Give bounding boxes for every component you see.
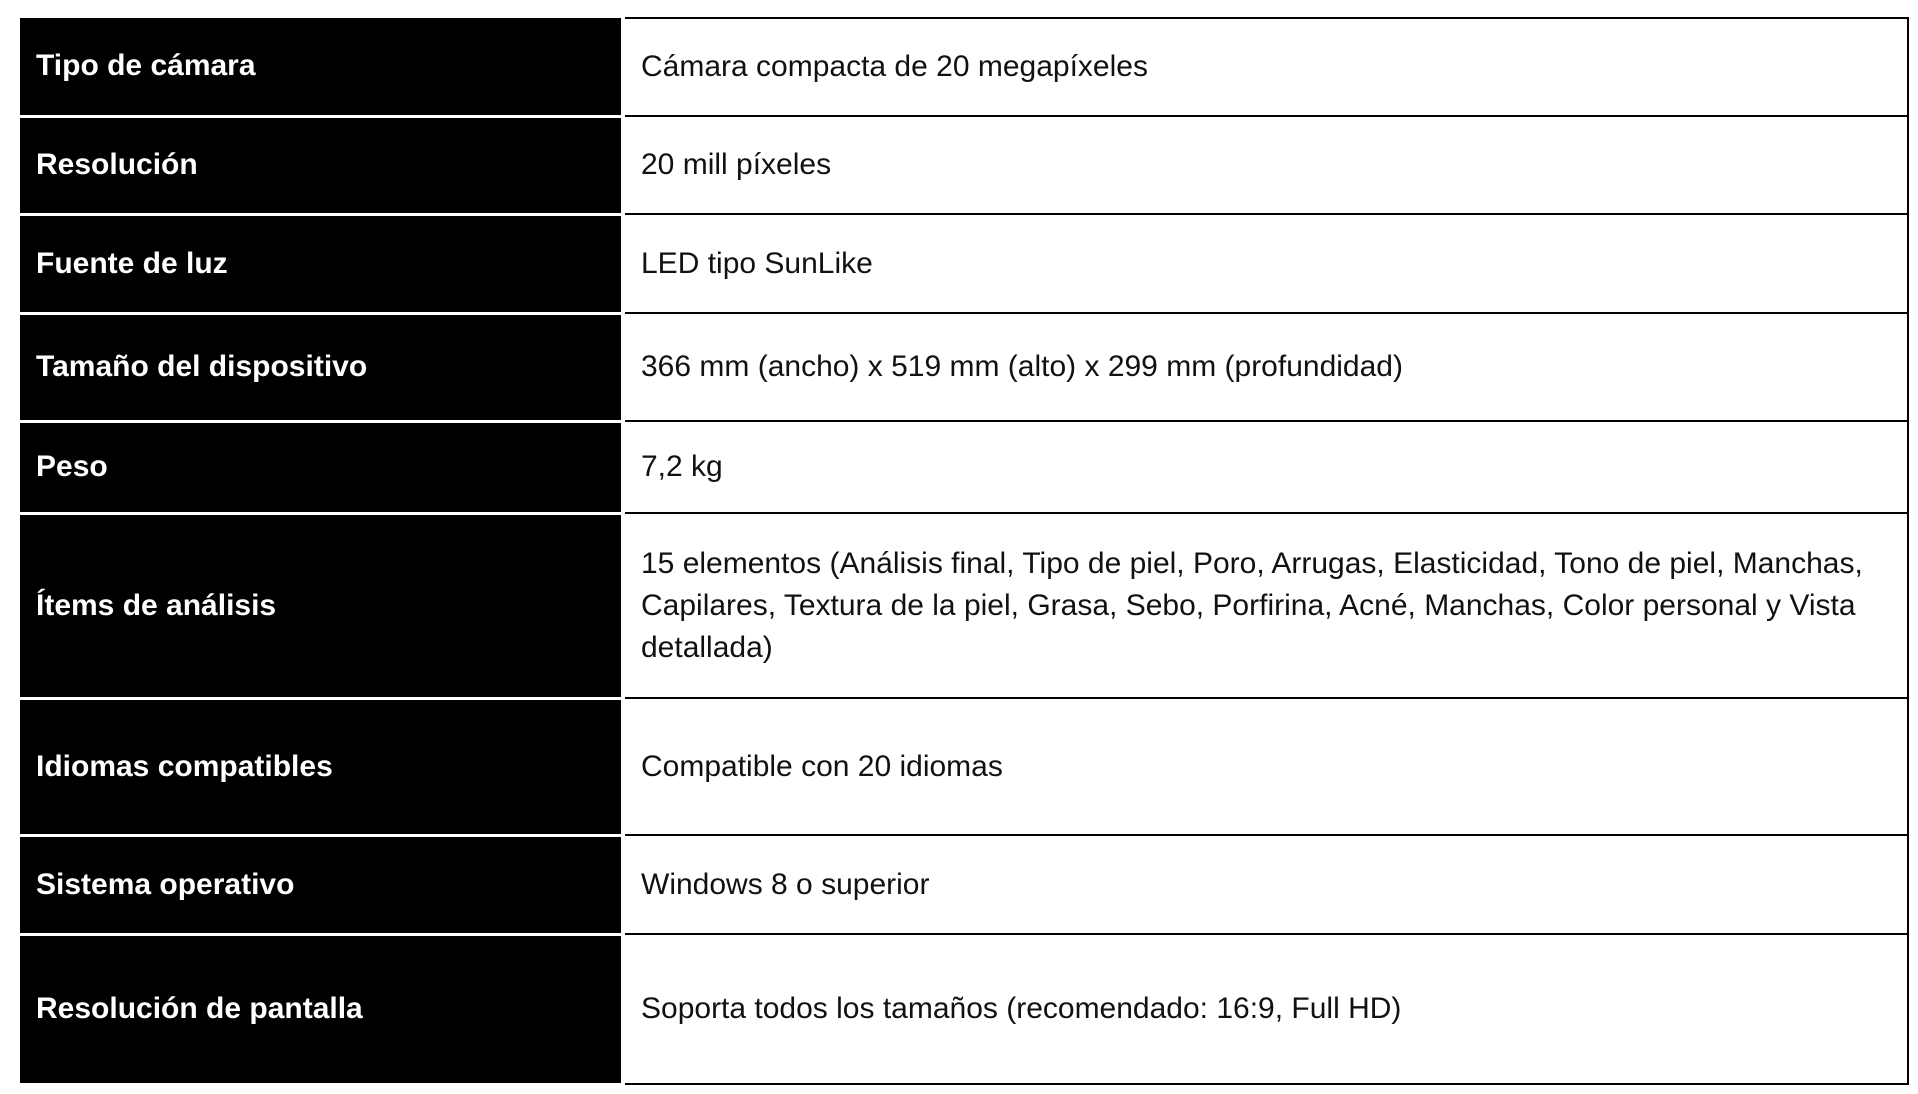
spec-value-cell [623, 18, 1908, 116]
table-row [20, 18, 1908, 116]
spec-label: Ítems de análisis [36, 588, 277, 622]
spec-value-cell [623, 698, 1908, 835]
table-row [20, 214, 1908, 313]
spec-value: Soporta todos los tamaños (recomendado: 16:9, Full HD) [641, 992, 1402, 1025]
spec-label-cell [20, 214, 623, 313]
spec-value: 20 mill píxeles [641, 148, 832, 181]
spec-label: Tipo de cámara [36, 49, 256, 83]
spec-label: Idiomas compatibles [36, 749, 333, 783]
table-row [20, 513, 1908, 698]
spec-label: Resolución [36, 148, 198, 181]
spec-value-cell [623, 214, 1908, 313]
spec-label: Peso [36, 450, 108, 483]
spec-value-cell [623, 421, 1908, 513]
spec-label: Sistema operativo [36, 867, 295, 901]
table-row [20, 934, 1908, 1084]
spec-label: Tamaño del dispositivo [36, 350, 368, 383]
spec-value-cell [623, 513, 1908, 698]
spec-value: Windows 8 o superior [641, 867, 930, 901]
spec-value: 366 mm (ancho) x 519 mm (alto) x 299 mm (profundidad) [641, 350, 1403, 383]
spec-label-cell [20, 513, 623, 698]
spec-label-cell [20, 934, 623, 1084]
spec-value: Compatible con 20 idiomas [641, 749, 1003, 783]
table-row [20, 835, 1908, 934]
spec-label-cell [20, 116, 623, 214]
table-row [20, 421, 1908, 513]
spec-value: Cámara compacta de 20 megapíxeles [641, 50, 1148, 83]
spec-value: LED tipo SunLike [641, 246, 873, 280]
table-row [20, 313, 1908, 421]
spec-value-cell [623, 313, 1908, 421]
spec-label-cell [20, 835, 623, 934]
spec-value-cell [623, 835, 1908, 934]
spec-label: Fuente de luz [36, 246, 228, 280]
spec-table [20, 17, 1909, 1086]
table-row [20, 116, 1908, 214]
spec-value-cell [623, 116, 1908, 214]
spec-value: 7,2 kg [641, 450, 723, 483]
table-row [20, 698, 1908, 835]
spec-label-cell [20, 313, 623, 421]
spec-value: 15 elementos (Análisis final, Tipo de piel, Poro, Arrugas, Elasticidad, Tono de piel, Manchas, Capilares, Textura de la piel, Grasa, Sebo, Porfirina, Acné, Manchas, Color personal y Vista detallada) [641, 546, 1863, 664]
spec-label-cell [20, 18, 623, 116]
spec-label: Resolución de pantalla [36, 992, 363, 1025]
spec-label-cell [20, 698, 623, 835]
spec-value-cell [623, 934, 1908, 1084]
spec-label-cell [20, 421, 623, 513]
